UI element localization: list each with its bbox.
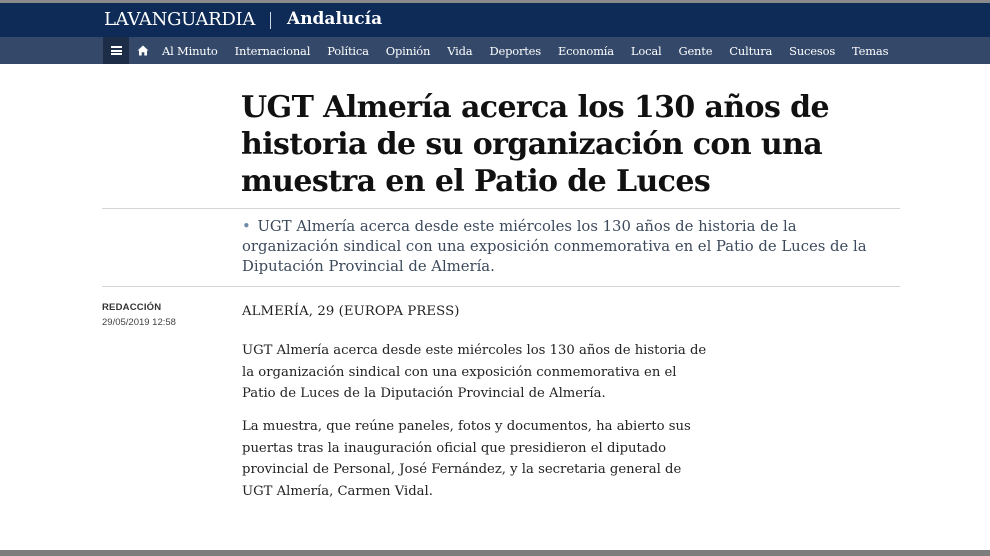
nav-item-opinion[interactable]: Opinión (385, 43, 431, 58)
nav-item-economia[interactable]: Economía (557, 43, 614, 58)
article-date: 29/05/2019 12:58 (102, 317, 176, 328)
nav-item-al-minuto[interactable]: Al Minuto (162, 43, 218, 58)
home-button[interactable] (131, 37, 155, 64)
article-author[interactable]: REDACCIÓN (102, 302, 162, 313)
menu-button[interactable] (103, 37, 129, 64)
article-summary (242, 217, 892, 277)
masthead (0, 3, 990, 37)
summary-text: UGT Almería acerca desde este miércoles los 130 años de historia de la organización sindical con una exposición conmemorativa en el Patio de Luces de la Diputación Provincial de Almería. (242, 218, 867, 275)
nav-item-temas[interactable]: Temas (852, 43, 889, 58)
article-paragraph: La muestra, que reúne paneles, fotos y documentos, ha abierto sus puertas tras la inauguración oficial que presidieron el diputado provincial de Personal, José Fernández, y la secretaria general de UGT Almería, Carmen Vidal. (242, 419, 691, 499)
article-dateline: ALMERÍA, 29 (EUROPA PRESS) (242, 304, 460, 319)
summary-top-divider (102, 208, 900, 209)
summary-bottom-divider (102, 286, 900, 287)
nav-item-gente[interactable]: Gente (678, 43, 713, 58)
nav-item-cultura[interactable]: Cultura (729, 43, 773, 58)
section-navbar (0, 37, 990, 64)
article-headline: UGT Almería acerca los 130 años de historia de su organización con una muestra en el Patio de Luces (241, 90, 829, 199)
brand-divider (270, 12, 271, 29)
edition-name[interactable]: Andalucía (287, 9, 383, 29)
article-paragraph: UGT Almería acerca desde este miércoles los 130 años de historia de la organización sindical con una exposición conmemorativa en el Patio de Luces de la Diputación Provincial de Almería. (242, 343, 707, 401)
nav-item-deportes[interactable]: Deportes (489, 43, 541, 58)
nav-item-politica[interactable]: Política (327, 43, 369, 58)
nav-item-local[interactable]: Local (630, 43, 662, 58)
nav-item-internacional[interactable]: Internacional (234, 43, 311, 58)
nav-items (162, 37, 905, 64)
hamburger-menu-icon (111, 46, 122, 55)
summary-bullet: • (242, 218, 251, 235)
bottom-border-strip (0, 550, 990, 556)
nav-item-vida[interactable]: Vida (447, 43, 473, 58)
home-icon (137, 45, 149, 56)
brand-logo[interactable]: LAVANGUARDIA (104, 9, 256, 30)
nav-item-sucesos[interactable]: Sucesos (789, 43, 836, 58)
